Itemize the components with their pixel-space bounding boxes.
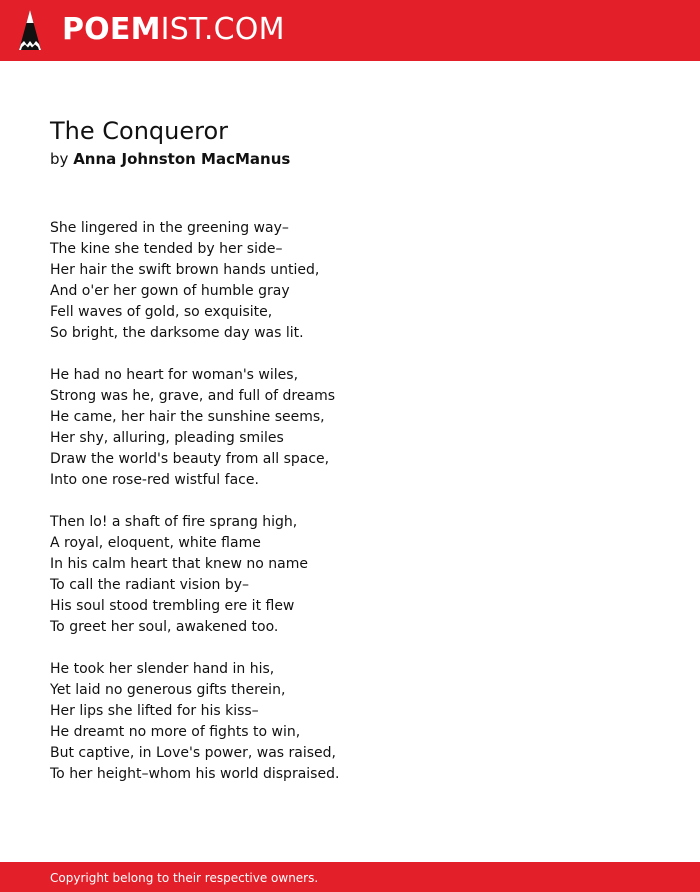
poem-line: Into one rose-red wistful face. — [50, 472, 259, 488]
stanza-4 — [50, 659, 339, 785]
poem-line: Strong was he, grave, and full of dreams — [50, 388, 336, 404]
poem-line: Then lo! a shaft of fire sprang high, — [50, 514, 298, 530]
poem-line: Her shy, alluring, pleading smiles — [50, 430, 284, 446]
logo-text-light: IST.COM — [160, 12, 285, 47]
site-header — [0, 0, 700, 61]
poem-line: In his calm heart that knew no name — [50, 556, 308, 572]
logo-text-bold: POEM — [62, 12, 161, 47]
poem-line: The kine she tended by her side– — [50, 241, 283, 257]
poem-line: Her lips she lifted for his kiss– — [50, 703, 259, 719]
poem-line: She lingered in the greening way– — [50, 220, 289, 236]
poem-line: But captive, in Love's power, was raised, — [50, 745, 336, 761]
poem-line: He came, her hair the sunshine seems, — [50, 409, 325, 425]
poem-line: He had no heart for woman's wiles, — [50, 367, 299, 383]
poem-line: To greet her soul, awakened too. — [50, 619, 279, 635]
poem-line: To her height–whom his world dispraised. — [50, 766, 340, 782]
poem-line: He dreamt no more of fights to win, — [50, 724, 301, 740]
poem-line: He took her slender hand in his, — [50, 661, 275, 677]
copyright-text: Copyright belong to their respective owners. — [50, 871, 319, 885]
stanza-3 — [50, 512, 339, 638]
poem-title: The Conqueror — [50, 117, 229, 145]
poem-body — [50, 218, 339, 806]
poem-author: Anna Johnston MacManus — [73, 150, 291, 168]
poem-line: Draw the world's beauty from all space, — [50, 451, 330, 467]
by-label: by — [50, 150, 69, 168]
poem-line: And o'er her gown of humble gray — [50, 283, 290, 299]
poem-line: Her hair the swift brown hands untied, — [50, 262, 320, 278]
poem-byline — [50, 148, 290, 170]
poem-line: So bright, the darksome day was lit. — [50, 325, 304, 341]
poem-line: His soul stood trembling ere it flew — [50, 598, 295, 614]
stanza-2 — [50, 365, 339, 491]
poem-line: Yet laid no generous gifts therein, — [50, 682, 286, 698]
pencil-tip-icon[interactable] — [18, 9, 42, 51]
poem-line: Fell waves of gold, so exquisite, — [50, 304, 273, 320]
site-footer — [0, 862, 700, 892]
stanza-1 — [50, 218, 339, 344]
poem-line: To call the radiant vision by– — [50, 577, 250, 593]
site-logo[interactable] — [62, 12, 285, 48]
poem-line: A royal, eloquent, white flame — [50, 535, 261, 551]
